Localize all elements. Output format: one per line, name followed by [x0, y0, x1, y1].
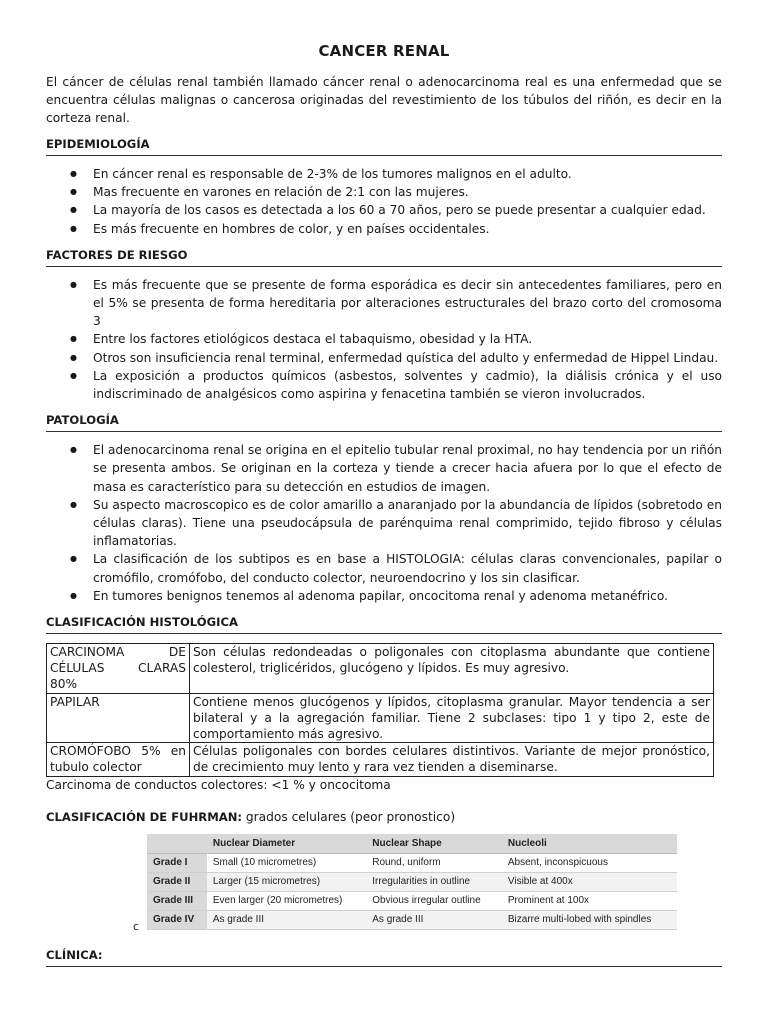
intro-paragraph: El cáncer de células renal también llamado cáncer renal o adenocarcinoma real es una enfermedad que se encuentra células malignas o cancerosa originadas del revestimiento de los túbulos del riñón, es decir en la corteza renal. [46, 75, 722, 125]
section-title-epidemiologia: EPIDEMIOLOGÍA [46, 137, 722, 156]
table-cell-description: Contiene menos glucógenos y lípidos, citoplasma granular. Mayor tendencia a ser bilateral y a la agregación familiar. Tiene 2 subclases: tipo 1 y tipo 2, este de comportamiento más agresivo. [190, 693, 714, 743]
table-cell: Bizarre multi-lobed with spindles [502, 910, 677, 929]
table-cell: Prominent at 100x [502, 891, 677, 910]
grade-cell: Grade IV [147, 910, 207, 929]
list-item: ● En cáncer renal es responsable de 2-3% de los tumores malignos en el adulto. [93, 165, 722, 183]
table-cell-description: Células poligonales con bordes celulares distintivos. Variante de mejor pronóstico, de crecimiento muy lento y rara vez tienden a diseminarse. [190, 743, 714, 776]
table-header-cell: Nuclear Diameter [207, 834, 366, 854]
grade-cell: Grade I [147, 853, 207, 872]
list-item: ● Es más frecuente que se presente de forma esporádica es decir sin antecedentes familiares, pero en el 5% se presenta de forma hereditaria por alteraciones estructurales del brazo corto del cromosoma 3 [93, 276, 722, 331]
table-cell: Small (10 micrometres) [207, 853, 366, 872]
table-row [47, 743, 714, 776]
section-title-patologia: PATOLOGÍA [46, 413, 722, 432]
table-row [47, 644, 714, 694]
list-patologia [46, 441, 722, 605]
table-row [147, 872, 677, 891]
table-cell: Larger (15 micrometres) [207, 872, 366, 891]
table-cell: Irregularities in outline [366, 872, 502, 891]
table-header-cell: Nuclear Shape [366, 834, 502, 854]
fuhrman-figure [46, 834, 722, 934]
document-title: CANCER RENAL [318, 42, 450, 60]
grade-cell: Grade III [147, 891, 207, 910]
list-item: ● Su aspecto macroscopico es de color amarillo a anaranjado por la abundancia de lípidos (sobretodo en células claras). Tiene una pseudocápsula de parénquima renal comprimido, tejido fibroso y células inflamatorias. [93, 496, 722, 551]
table-row [47, 693, 714, 743]
fuhrman-table [147, 834, 677, 930]
list-epidemiologia [46, 165, 722, 238]
table-cell-description: Son células redondeadas o poligonales con citoplasma abundante que contiene colesterol, triglicéridos, glucógeno y lípidos. Es muy agresivo. [190, 644, 714, 694]
table-cell: Absent, inconspicuous [502, 853, 677, 872]
table-cell-type: PAPILAR [47, 693, 190, 743]
table-header-row [147, 834, 677, 854]
list-item: ● La mayoría de los casos es detectada a los 60 a 70 años, pero se puede presentar a cualquier edad. [93, 201, 722, 219]
table-cell: Visible at 400x [502, 872, 677, 891]
table-row [147, 891, 677, 910]
section-title-histologica: CLASIFICACIÓN HISTOLÓGICA [46, 615, 722, 634]
stray-character: c [133, 919, 140, 933]
table-cell: Round, uniform [366, 853, 502, 872]
list-item: ● El adenocarcinoma renal se origina en el epitelio tubular renal proximal, no hay tendencia por un riñón se presenta ambos. Se originan en la corteza y tiende a crecer hacia afuera por lo que el efecto de masa es característico para su detección en estudios de imagen. [93, 441, 722, 496]
table-cell: Obvious irregular outline [366, 891, 502, 910]
fuhrman-heading [46, 809, 722, 825]
histology-note: Carcinoma de conductos colectores: <1 % y oncocitoma [46, 777, 391, 792]
table-cell: Even larger (20 micrometres) [207, 891, 366, 910]
fuhrman-title: CLASIFICACIÓN DE FUHRMAN: [46, 809, 243, 824]
fuhrman-subtitle: grados celulares (peor pronostico) [242, 809, 456, 824]
table-header-cell [147, 834, 207, 854]
list-item: ● Es más frecuente en hombres de color, y en países occidentales. [93, 220, 722, 238]
grade-cell: Grade II [147, 872, 207, 891]
list-item: ● Mas frecuente en varones en relación de 2:1 con las mujeres. [93, 183, 722, 201]
list-item: ● La clasificación de los subtipos es en base a HISTOLOGIA: células claras convencionales, papilar o cromófilo, cromófobo, del conducto colector, neuroendocrino y los sin clasificar. [93, 550, 722, 586]
list-item: ● En tumores benignos tenemos al adenoma papilar, oncocitoma renal y adenoma metanéfrico. [93, 587, 722, 605]
list-item: ● Entre los factores etiológicos destaca el tabaquismo, obesidad y la HTA. [93, 330, 722, 348]
table-row [147, 853, 677, 872]
table-cell: As grade III [366, 910, 502, 929]
list-factores [46, 276, 722, 403]
table-header-cell: Nucleoli [502, 834, 677, 854]
table-cell: As grade III [207, 910, 366, 929]
table-cell-type: CARCINOMA DE CÉLULAS CLARAS 80% [47, 644, 190, 694]
histology-table [46, 643, 714, 777]
section-title-factores: FACTORES DE RIESGO [46, 248, 722, 267]
table-row [147, 910, 677, 929]
section-title-clinica: CLÍNICA: [46, 948, 722, 967]
list-item: ● Otros son insuficiencia renal terminal, enfermedad quística del adulto y enfermedad de Hippel Lindau. [93, 349, 722, 367]
table-cell-type: CROMÓFOBO 5% en tubulo colector [47, 743, 190, 776]
list-item: ● La exposición a productos químicos (asbestos, solventes y cadmio), la diálisis crónica y el uso indiscriminado de analgésicos como aspirina y fenacetina también se vieron involucrados. [93, 367, 722, 403]
